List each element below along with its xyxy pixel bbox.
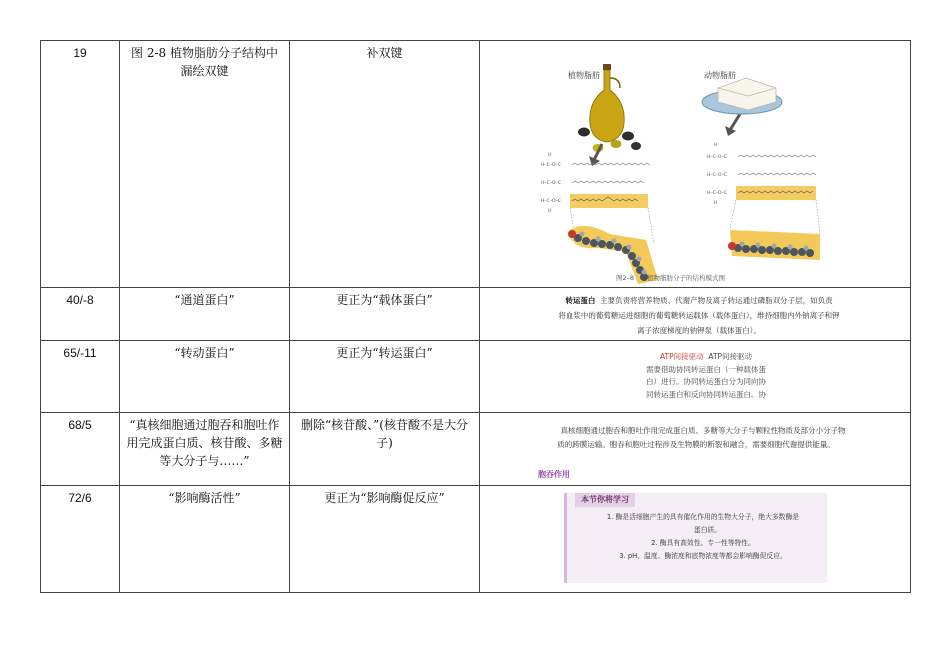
snippet-heading: 本节你将学习 (575, 493, 635, 507)
list-item: 3. pH、温度、酶浓度和底物浓度等都会影响酶促反应。 (619, 552, 787, 560)
page-number: 68/5 (41, 413, 120, 486)
svg-text:H–C–O–C: H–C–O–C (707, 191, 727, 196)
original-text: “通道蛋白” (120, 288, 290, 341)
arrow-icon (730, 114, 740, 130)
errata-table (40, 40, 911, 593)
butter-dish-icon (702, 78, 782, 114)
list-item: 蛋白质。 (693, 526, 722, 534)
snippet-line: ATP间接驱动 (708, 352, 753, 361)
snippet-heading: 胞吞作用 (538, 470, 570, 479)
fat-structure-figure (486, 44, 904, 284)
table-row (41, 341, 911, 413)
snippet-line: 离子浓度梯度的钠钾泵（载体蛋白）。 (637, 326, 761, 335)
snippet-line: 主要负责将营养物质、代谢产物及离子转运通过磷脂双分子层，如负责 (600, 296, 833, 305)
svg-text:H–C–O–C: H–C–O–C (541, 181, 561, 186)
original-text: “转动蛋白” (120, 341, 290, 413)
learning-objectives-box (564, 493, 827, 583)
list-item: 2. 酶具有高效性、专一性等特性。 (651, 539, 755, 547)
snippet-cell (480, 341, 911, 413)
fat-molecule-illustration (486, 44, 904, 284)
figure-caption: 图2–8 动植物脂肪分子的结构模式图 (616, 274, 726, 282)
svg-text:H: H (548, 153, 552, 158)
table-row (41, 413, 911, 486)
snippet-line: 需要借助协同转运蛋白（一种载体蛋 (646, 364, 766, 374)
original-text: “真核细胞通过胞吞和胞吐作用完成蛋白质、核苷酸、多糖等大分子与……” (120, 413, 290, 486)
textbook-snippet (486, 416, 904, 482)
snippet-line: 白）进行。协同转运蛋白分为同向协 (646, 377, 766, 386)
saturated-fat-model (728, 230, 820, 260)
correction-text: 补双键 (290, 41, 480, 288)
svg-text:H–C–O–C: H–C–O–C (541, 199, 561, 204)
textbook-snippet (486, 489, 904, 589)
snippet-line: 将血浆中的葡萄糖运进细胞的葡萄糖转运载体（载体蛋白），维持细胞内外钠离子和钾 (558, 311, 840, 320)
figure-cell (480, 41, 911, 288)
svg-text:H: H (548, 209, 552, 214)
original-text: “影响酶活性” (120, 486, 290, 593)
snippet-term: 转运蛋白 (565, 296, 596, 305)
page-number: 65/-11 (41, 341, 120, 413)
page-number: 72/6 (41, 486, 120, 593)
correction-text: 删除“核苷酸、”(核苷酸不是大分子) (290, 413, 480, 486)
table-row (41, 288, 911, 341)
svg-text:H–C–O–C: H–C–O–C (707, 155, 727, 160)
snippet-cell (480, 288, 911, 341)
page-number: 40/-8 (41, 288, 120, 341)
svg-text:H–C–O–C: H–C–O–C (541, 163, 561, 168)
table-row (41, 486, 911, 593)
list-item: 1. 酶是活细胞产生的具有催化作用的生物大分子，绝大多数酶是 (606, 513, 800, 521)
correction-text: 更正为“载体蛋白” (290, 288, 480, 341)
plant-fat-label: 植物脂肪 (568, 71, 600, 80)
snippet-line: 同转运蛋白和反向协同转运蛋白。协 (646, 389, 766, 399)
snippet-cell (480, 486, 911, 593)
textbook-snippet (486, 291, 904, 337)
textbook-snippet (486, 344, 904, 409)
correction-text: 更正为“影响酶促反应” (290, 486, 480, 593)
snippet-line: 质的跨膜运输。胞吞和胞吐过程涉及生物膜的断裂和融合，需要细胞代谢提供能量。 (557, 440, 835, 449)
table-row (41, 41, 911, 288)
glycerol-formula-left (541, 152, 561, 214)
animal-fat-label: 动物脂肪 (704, 71, 736, 80)
snippet-line: 真核细胞通过胞吞和胞吐作用完成蛋白质、多糖等大分子与颗粒性物质及部分小分子物 (560, 426, 846, 435)
original-text: 图 2-8 植物脂肪分子结构中漏绘双键 (120, 41, 290, 288)
page-number: 19 (41, 41, 120, 288)
svg-text:H–C–O–C: H–C–O–C (707, 173, 727, 178)
glycerol-formula-right (707, 142, 727, 206)
svg-text:H: H (714, 143, 718, 148)
snippet-heading: ATP间接驱动 (659, 352, 704, 361)
svg-text:H: H (714, 201, 718, 206)
correction-text: 更正为“转运蛋白” (290, 341, 480, 413)
snippet-cell (480, 413, 911, 486)
